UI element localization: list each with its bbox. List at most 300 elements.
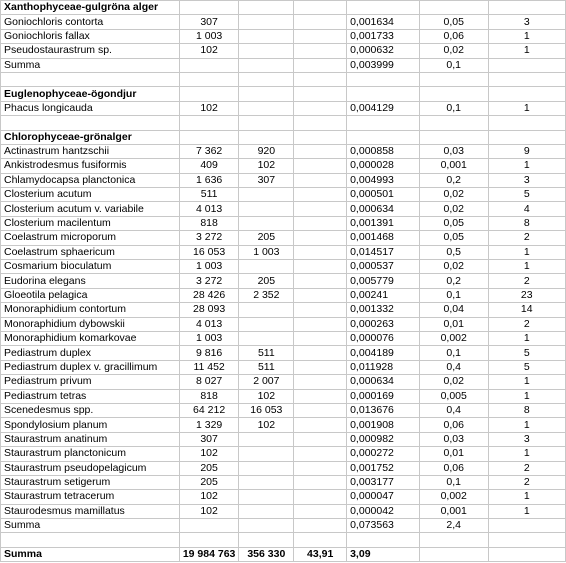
value-cell[interactable]: 1 [488, 490, 565, 504]
table-row [1, 403, 566, 417]
row-label-cell[interactable]: Closterium acutum v. variabile [1, 202, 180, 216]
value-cell[interactable] [294, 346, 347, 360]
value-cell[interactable] [347, 1, 420, 15]
value-cell[interactable] [179, 72, 239, 86]
value-cell[interactable]: 511 [239, 346, 294, 360]
value-cell[interactable]: 0,1 [419, 288, 488, 302]
value-cell[interactable] [294, 260, 347, 274]
table-row [1, 288, 566, 302]
value-cell[interactable]: 1 003 [179, 260, 239, 274]
value-cell[interactable]: 102 [239, 418, 294, 432]
value-cell[interactable]: 0,001733 [347, 29, 420, 43]
value-cell[interactable]: 7 362 [179, 144, 239, 158]
value-cell[interactable]: 0,05 [419, 231, 488, 245]
value-cell[interactable] [294, 72, 347, 86]
value-cell[interactable]: 19 984 763 [179, 547, 239, 561]
table-row [1, 504, 566, 518]
value-cell[interactable]: 0,001908 [347, 418, 420, 432]
value-cell[interactable]: 1 [488, 447, 565, 461]
value-cell[interactable]: 0,001468 [347, 231, 420, 245]
value-cell[interactable] [294, 490, 347, 504]
value-cell[interactable] [419, 72, 488, 86]
value-cell[interactable] [347, 533, 420, 547]
value-cell[interactable]: 0,02 [419, 188, 488, 202]
table-row [1, 303, 566, 317]
value-cell[interactable] [294, 274, 347, 288]
value-cell[interactable] [488, 1, 565, 15]
value-cell[interactable]: 409 [179, 159, 239, 173]
value-cell[interactable] [239, 116, 294, 130]
value-cell[interactable] [294, 1, 347, 15]
row-label-cell[interactable]: Staurastrum pseudopelagicum [1, 461, 180, 475]
value-cell[interactable]: 0,001 [419, 159, 488, 173]
table-row [1, 173, 566, 187]
row-label-cell[interactable]: Cosmarium bioculatum [1, 260, 180, 274]
value-cell[interactable]: 0,000634 [347, 202, 420, 216]
value-cell[interactable]: 0,06 [419, 418, 488, 432]
value-cell[interactable] [179, 87, 239, 101]
table-row [1, 245, 566, 259]
value-cell[interactable]: 1 [488, 44, 565, 58]
value-cell[interactable] [488, 87, 565, 101]
value-cell[interactable] [239, 461, 294, 475]
value-cell[interactable]: 2 [488, 475, 565, 489]
value-cell[interactable]: 0,000169 [347, 389, 420, 403]
row-label-cell[interactable]: Summa [1, 519, 180, 533]
value-cell[interactable]: 0,1 [419, 346, 488, 360]
value-cell[interactable]: 356 330 [239, 547, 294, 561]
value-cell[interactable]: 14 [488, 303, 565, 317]
value-cell[interactable]: 205 [179, 461, 239, 475]
value-cell[interactable]: 0,001391 [347, 216, 420, 230]
value-cell[interactable]: 102 [239, 159, 294, 173]
value-cell[interactable]: 28 093 [179, 303, 239, 317]
value-cell[interactable]: 1 [488, 331, 565, 345]
value-cell[interactable]: 205 [239, 274, 294, 288]
value-cell[interactable]: 0,06 [419, 29, 488, 43]
value-cell[interactable]: 0,000501 [347, 188, 420, 202]
value-cell[interactable]: 1 636 [179, 173, 239, 187]
value-cell[interactable] [294, 360, 347, 374]
value-cell[interactable] [239, 44, 294, 58]
value-cell[interactable]: 5 [488, 360, 565, 374]
value-cell[interactable]: 0,003177 [347, 475, 420, 489]
value-cell[interactable] [239, 87, 294, 101]
value-cell[interactable] [239, 188, 294, 202]
value-cell[interactable] [294, 245, 347, 259]
value-cell[interactable]: 818 [179, 216, 239, 230]
value-cell[interactable] [488, 116, 565, 130]
value-cell[interactable]: 0,4 [419, 403, 488, 417]
value-cell[interactable] [294, 519, 347, 533]
value-cell[interactable]: 511 [239, 360, 294, 374]
table-row [1, 432, 566, 446]
value-cell[interactable] [347, 87, 420, 101]
value-cell[interactable]: 2 [488, 274, 565, 288]
value-cell[interactable] [294, 87, 347, 101]
row-label-cell[interactable]: Monoraphidium komarkovae [1, 331, 180, 345]
value-cell[interactable]: 3,09 [347, 547, 420, 561]
value-cell[interactable]: 102 [179, 504, 239, 518]
value-cell[interactable] [179, 533, 239, 547]
row-label-cell[interactable]: Spondylosium planum [1, 418, 180, 432]
value-cell[interactable] [294, 15, 347, 29]
value-cell[interactable] [179, 1, 239, 15]
row-label-cell[interactable] [1, 533, 180, 547]
value-cell[interactable]: 23 [488, 288, 565, 302]
value-cell[interactable] [294, 188, 347, 202]
value-cell[interactable]: 3 [488, 173, 565, 187]
value-cell[interactable]: 0,000634 [347, 375, 420, 389]
value-cell[interactable]: 0,06 [419, 461, 488, 475]
value-cell[interactable] [294, 447, 347, 461]
row-label-cell[interactable]: Staurastrum planctonicum [1, 447, 180, 461]
value-cell[interactable]: 0,000858 [347, 144, 420, 158]
row-label-cell[interactable]: Staurastrum tetracerum [1, 490, 180, 504]
value-cell[interactable] [294, 504, 347, 518]
row-label-cell[interactable]: Pediastrum duplex v. gracillimum [1, 360, 180, 374]
table-row [1, 346, 566, 360]
value-cell[interactable]: 1 [488, 159, 565, 173]
value-cell[interactable] [239, 260, 294, 274]
value-cell[interactable]: 1 [488, 245, 565, 259]
value-cell[interactable]: 0,005 [419, 389, 488, 403]
value-cell[interactable]: 1 [488, 29, 565, 43]
value-cell[interactable]: 3 272 [179, 231, 239, 245]
table-row [1, 202, 566, 216]
value-cell[interactable] [239, 15, 294, 29]
row-label-cell[interactable]: Staurastrum setigerum [1, 475, 180, 489]
row-label-cell[interactable]: Goniochloris fallax [1, 29, 180, 43]
value-cell[interactable] [488, 547, 565, 561]
value-cell[interactable] [419, 1, 488, 15]
value-cell[interactable]: 0,1 [419, 58, 488, 72]
row-label-cell[interactable]: Ankistrodesmus fusiformis [1, 159, 180, 173]
value-cell[interactable]: 0,003999 [347, 58, 420, 72]
value-cell[interactable]: 0,005779 [347, 274, 420, 288]
value-cell[interactable] [239, 490, 294, 504]
row-label-cell[interactable]: Scenedesmus spp. [1, 403, 180, 417]
value-cell[interactable] [419, 87, 488, 101]
row-label-cell[interactable]: Actinastrum hantzschii [1, 144, 180, 158]
value-cell[interactable]: 102 [179, 44, 239, 58]
sheet-body [1, 1, 566, 562]
value-cell[interactable]: 2 [488, 317, 565, 331]
value-cell[interactable]: 0,2 [419, 274, 488, 288]
value-cell[interactable]: 0,04 [419, 303, 488, 317]
value-cell[interactable]: 8 [488, 403, 565, 417]
value-cell[interactable]: 0,000028 [347, 159, 420, 173]
value-cell[interactable]: 1 [488, 418, 565, 432]
value-cell[interactable]: 0,000632 [347, 44, 420, 58]
value-cell[interactable] [294, 288, 347, 302]
table-row [1, 519, 566, 533]
value-cell[interactable]: 4 [488, 202, 565, 216]
value-cell[interactable] [239, 432, 294, 446]
table-row [1, 447, 566, 461]
value-cell[interactable] [294, 144, 347, 158]
row-label-cell[interactable]: Closterium acutum [1, 188, 180, 202]
value-cell[interactable]: 3 [488, 15, 565, 29]
value-cell[interactable]: 0,001332 [347, 303, 420, 317]
value-cell[interactable]: 0,001 [419, 504, 488, 518]
value-cell[interactable] [239, 504, 294, 518]
value-cell[interactable] [294, 389, 347, 403]
row-label-cell[interactable]: Summa [1, 547, 180, 561]
table-row [1, 116, 566, 130]
value-cell[interactable]: 0,1 [419, 101, 488, 115]
value-cell[interactable]: 0,004129 [347, 101, 420, 115]
table-row [1, 490, 566, 504]
value-cell[interactable]: 0,02 [419, 44, 488, 58]
value-cell[interactable] [239, 130, 294, 144]
value-cell[interactable] [239, 216, 294, 230]
value-cell[interactable] [488, 130, 565, 144]
value-cell[interactable]: 0,4 [419, 360, 488, 374]
value-cell[interactable]: 0,000982 [347, 432, 420, 446]
value-cell[interactable]: 16 053 [179, 245, 239, 259]
value-cell[interactable]: 0,000272 [347, 447, 420, 461]
table-row [1, 15, 566, 29]
value-cell[interactable] [239, 29, 294, 43]
table-row [1, 72, 566, 86]
value-cell[interactable]: 0,000537 [347, 260, 420, 274]
value-cell[interactable]: 920 [239, 144, 294, 158]
row-label-cell[interactable]: Gloeotila pelagica [1, 288, 180, 302]
value-cell[interactable]: 0,02 [419, 375, 488, 389]
value-cell[interactable]: 8 027 [179, 375, 239, 389]
value-cell[interactable]: 1 [488, 260, 565, 274]
value-cell[interactable] [294, 418, 347, 432]
value-cell[interactable]: 511 [179, 188, 239, 202]
value-cell[interactable]: 9 [488, 144, 565, 158]
value-cell[interactable]: 102 [239, 389, 294, 403]
table-row [1, 274, 566, 288]
value-cell[interactable] [294, 375, 347, 389]
value-cell[interactable] [294, 533, 347, 547]
row-label-cell[interactable] [1, 116, 180, 130]
row-label-cell[interactable]: Chlorophyceae-grönalger [1, 130, 180, 144]
row-label-cell[interactable]: Phacus longicauda [1, 101, 180, 115]
value-cell[interactable]: 43,91 [294, 547, 347, 561]
row-label-cell[interactable]: Pediastrum privum [1, 375, 180, 389]
value-cell[interactable]: 0,001752 [347, 461, 420, 475]
value-cell[interactable] [294, 173, 347, 187]
row-label-cell[interactable]: Staurastrum anatinum [1, 432, 180, 446]
value-cell[interactable]: 0,03 [419, 432, 488, 446]
value-cell[interactable] [419, 130, 488, 144]
table-row [1, 360, 566, 374]
value-cell[interactable] [347, 72, 420, 86]
value-cell[interactable]: 2 [488, 461, 565, 475]
value-cell[interactable]: 0,073563 [347, 519, 420, 533]
row-label-cell[interactable]: Monoraphidium contortum [1, 303, 180, 317]
value-cell[interactable]: 0,03 [419, 144, 488, 158]
value-cell[interactable]: 307 [179, 432, 239, 446]
value-cell[interactable] [239, 58, 294, 72]
value-cell[interactable]: 3 [488, 432, 565, 446]
value-cell[interactable] [294, 29, 347, 43]
value-cell[interactable]: 0,004189 [347, 346, 420, 360]
value-cell[interactable]: 0,014517 [347, 245, 420, 259]
value-cell[interactable]: 11 452 [179, 360, 239, 374]
value-cell[interactable] [347, 116, 420, 130]
value-cell[interactable] [239, 519, 294, 533]
value-cell[interactable] [294, 58, 347, 72]
value-cell[interactable] [294, 231, 347, 245]
value-cell[interactable]: 0,002 [419, 331, 488, 345]
table-row [1, 461, 566, 475]
value-cell[interactable]: 307 [179, 15, 239, 29]
value-cell[interactable]: 0,013676 [347, 403, 420, 417]
value-cell[interactable]: 102 [179, 447, 239, 461]
value-cell[interactable]: 8 [488, 216, 565, 230]
table-row [1, 331, 566, 345]
value-cell[interactable]: 0,000076 [347, 331, 420, 345]
value-cell[interactable]: 307 [239, 173, 294, 187]
value-cell[interactable] [294, 202, 347, 216]
value-cell[interactable] [294, 475, 347, 489]
value-cell[interactable]: 1 003 [239, 245, 294, 259]
value-cell[interactable]: 1 [488, 389, 565, 403]
value-cell[interactable] [239, 533, 294, 547]
value-cell[interactable]: 0,000263 [347, 317, 420, 331]
value-cell[interactable]: 5 [488, 346, 565, 360]
value-cell[interactable] [294, 130, 347, 144]
value-cell[interactable]: 5 [488, 188, 565, 202]
value-cell[interactable]: 0,004993 [347, 173, 420, 187]
value-cell[interactable]: 0,000042 [347, 504, 420, 518]
value-cell[interactable] [179, 519, 239, 533]
value-cell[interactable] [239, 447, 294, 461]
value-cell[interactable] [239, 72, 294, 86]
value-cell[interactable] [419, 116, 488, 130]
value-cell[interactable]: 0,002 [419, 490, 488, 504]
value-cell[interactable]: 28 426 [179, 288, 239, 302]
value-cell[interactable]: 0,2 [419, 173, 488, 187]
row-label-cell[interactable]: Goniochloris contorta [1, 15, 180, 29]
table-row [1, 317, 566, 331]
value-cell[interactable]: 2 007 [239, 375, 294, 389]
value-cell[interactable] [294, 303, 347, 317]
value-cell[interactable]: 1 003 [179, 331, 239, 345]
row-label-cell[interactable]: Chlamydocapsa planctonica [1, 173, 180, 187]
value-cell[interactable]: 0,05 [419, 216, 488, 230]
value-cell[interactable]: 0,000047 [347, 490, 420, 504]
row-label-cell[interactable]: Coelastrum microporum [1, 231, 180, 245]
value-cell[interactable] [239, 101, 294, 115]
value-cell[interactable]: 205 [239, 231, 294, 245]
value-cell[interactable] [294, 216, 347, 230]
value-cell[interactable] [488, 533, 565, 547]
value-cell[interactable] [294, 44, 347, 58]
value-cell[interactable]: 0,05 [419, 15, 488, 29]
value-cell[interactable]: 0,01 [419, 447, 488, 461]
row-label-cell[interactable]: Coelastrum sphaericum [1, 245, 180, 259]
value-cell[interactable]: 0,01 [419, 317, 488, 331]
value-cell[interactable] [179, 130, 239, 144]
value-cell[interactable]: 102 [179, 101, 239, 115]
value-cell[interactable]: 0,5 [419, 245, 488, 259]
value-cell[interactable]: 0,1 [419, 475, 488, 489]
row-label-cell[interactable]: Pediastrum duplex [1, 346, 180, 360]
value-cell[interactable] [294, 159, 347, 173]
table-row [1, 216, 566, 230]
value-cell[interactable] [239, 317, 294, 331]
value-cell[interactable] [179, 116, 239, 130]
value-cell[interactable]: 1 [488, 504, 565, 518]
row-label-cell[interactable]: Monoraphidium dybowskii [1, 317, 180, 331]
value-cell[interactable] [294, 116, 347, 130]
value-cell[interactable] [419, 533, 488, 547]
value-cell[interactable] [179, 58, 239, 72]
value-cell[interactable]: 0,001634 [347, 15, 420, 29]
value-cell[interactable]: 1 [488, 101, 565, 115]
value-cell[interactable] [239, 475, 294, 489]
value-cell[interactable]: 0,011928 [347, 360, 420, 374]
value-cell[interactable] [294, 101, 347, 115]
table-row [1, 144, 566, 158]
value-cell[interactable]: 102 [179, 490, 239, 504]
value-cell[interactable]: 64 212 [179, 403, 239, 417]
value-cell[interactable]: 16 053 [239, 403, 294, 417]
value-cell[interactable]: 2 [488, 231, 565, 245]
row-label-cell[interactable]: Staurodesmus mamillatus [1, 504, 180, 518]
value-cell[interactable]: 1 [488, 375, 565, 389]
value-cell[interactable] [294, 331, 347, 345]
value-cell[interactable] [239, 202, 294, 216]
table-row [1, 475, 566, 489]
value-cell[interactable] [294, 461, 347, 475]
value-cell[interactable] [294, 403, 347, 417]
value-cell[interactable]: 0,00241 [347, 288, 420, 302]
row-label-cell[interactable] [1, 72, 180, 86]
value-cell[interactable] [488, 58, 565, 72]
value-cell[interactable]: 1 003 [179, 29, 239, 43]
row-label-cell[interactable]: Summa [1, 58, 180, 72]
value-cell[interactable]: 1 329 [179, 418, 239, 432]
value-cell[interactable]: 0,02 [419, 260, 488, 274]
value-cell[interactable]: 2,4 [419, 519, 488, 533]
value-cell[interactable]: 3 272 [179, 274, 239, 288]
row-label-cell[interactable]: Closterium macilentum [1, 216, 180, 230]
value-cell[interactable] [488, 519, 565, 533]
value-cell[interactable]: 9 816 [179, 346, 239, 360]
value-cell[interactable] [294, 317, 347, 331]
table-row [1, 44, 566, 58]
row-label-cell[interactable]: Pseudostaurastrum sp. [1, 44, 180, 58]
table-row [1, 389, 566, 403]
row-label-cell[interactable]: Eudorina elegans [1, 274, 180, 288]
row-label-cell[interactable]: Xanthophyceae-gulgröna alger [1, 1, 180, 15]
value-cell[interactable]: 205 [179, 475, 239, 489]
value-cell[interactable] [239, 303, 294, 317]
value-cell[interactable] [294, 432, 347, 446]
value-cell[interactable] [488, 72, 565, 86]
value-cell[interactable] [347, 130, 420, 144]
row-label-cell[interactable]: Euglenophyceae-ögondjur [1, 87, 180, 101]
value-cell[interactable]: 4 013 [179, 202, 239, 216]
value-cell[interactable] [419, 547, 488, 561]
row-label-cell[interactable]: Pediastrum tetras [1, 389, 180, 403]
value-cell[interactable] [239, 331, 294, 345]
value-cell[interactable]: 2 352 [239, 288, 294, 302]
value-cell[interactable]: 4 013 [179, 317, 239, 331]
value-cell[interactable]: 0,02 [419, 202, 488, 216]
value-cell[interactable]: 818 [179, 389, 239, 403]
table-row [1, 533, 566, 547]
value-cell[interactable] [239, 1, 294, 15]
